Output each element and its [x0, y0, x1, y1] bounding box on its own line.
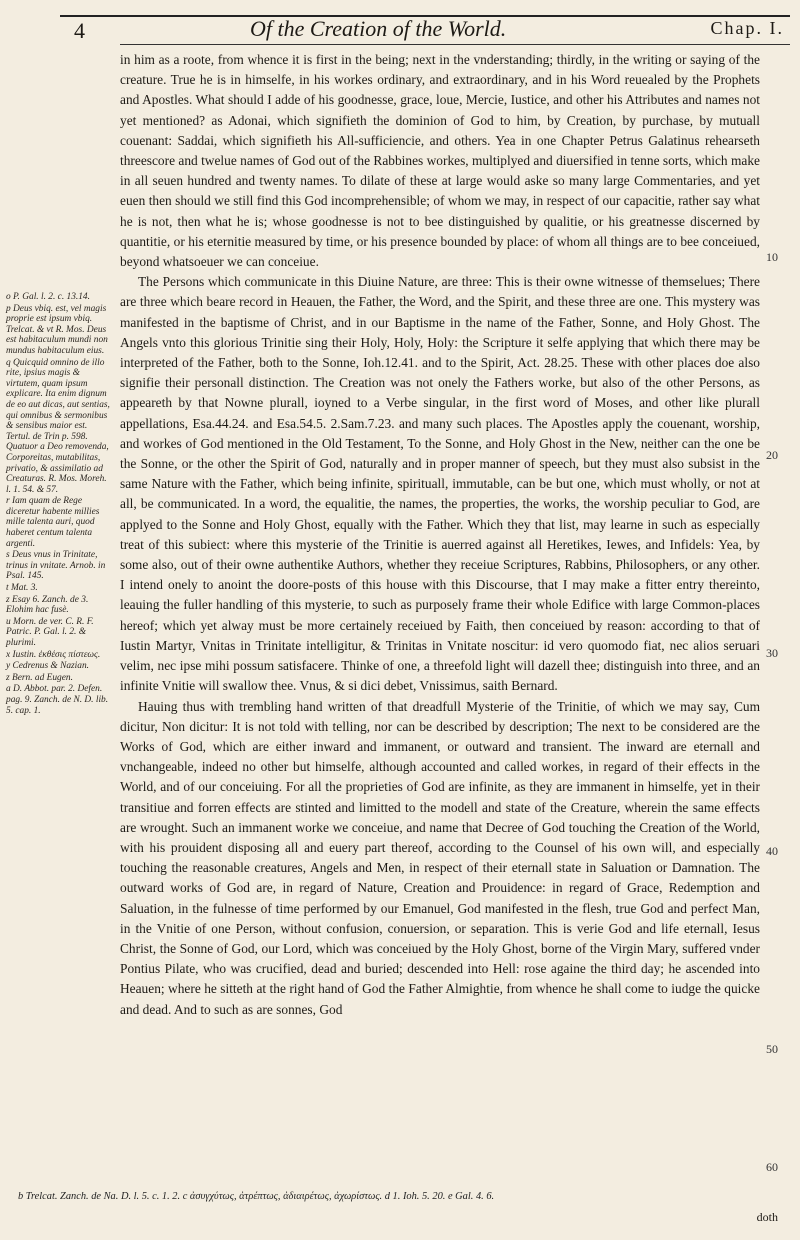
main-text — [120, 50, 760, 1020]
footnotes: b Trelcat. Zanch. de Na. D. l. 5. c. 1. 2. c ἀσυγχύτως, ἀτρέπτως, ἀδιαιρέτως, ἀχωρίστως. d 1. Ioh. 5. 20. e Gal. 4. 6. — [18, 1191, 495, 1202]
margin-note: z Esay 6. Zanch. de 3. Elohim hac fusè. — [6, 594, 89, 616]
margin-note: z Bern. ad Eugen. — [6, 672, 73, 683]
line-number: 20 — [766, 448, 778, 462]
chapter-label: Chap. I. — [710, 18, 784, 38]
running-title: Of the Creation of the World. — [250, 16, 507, 41]
line-number: 10 — [766, 250, 778, 264]
margin-note: y Cedrenus & Nazian. — [6, 661, 89, 672]
header-rule — [120, 44, 790, 45]
margin-note: x Iustin. ἐκθέσις πίστεως. — [6, 649, 101, 660]
margin-note: u Morn. de ver. C. R. F. Patric. P. Gal. l. 2. & plurimi. — [6, 616, 94, 648]
paragraph-1: in him as a roote, from whence it is first in the being; next in the vnderstanding; thirdly, in the writing or saying of the creature. True he is in himselfe, in his workes ordinary, and extraordinary, and in his Word reuealed by the Prophets and Apostles. What should I adde of his goodnesse, grace, loue, Mercie, Iustice, and other his Attributes and names not yet mentioned? as Adonai, which signifieth the dominion of God to him, by Creation, by purchase, by mutuall couenant: Saddai, which signifieth his All-sufficiencie, and others. Yea in one Chapter Petrus Galatinus rehearseth threescore and twelue names of God out of the Rabbines workes, multiplyed and diuersified in tenne sorts, which make in all seuen hundred and twenty names. To dilate of these at large would aske so many large Commentaries, and yet euen then should we still find this God incomprehensible; of whom we may, in respect of our capacitie, rather say what he is not, then what he is; whose goodnesse is not to bee distinguished by qualitie, or his greatnesse discerned by quantitie, or his eternitie measured by time, or his presence bounded by place: of whom all things are to bee conceiued, beyond whatsoeuer we can conceiue. — [120, 52, 760, 270]
page-number: 4 — [74, 18, 85, 43]
margin-note: s Deus vnus in Trinitate, trinus in vnitate. Arnob. in Psal. 145. — [6, 550, 106, 582]
line-number: 60 — [766, 1160, 778, 1174]
margin-note: r Iam quam de Rege diceretur habente millies mille talenta auri, quod haberet centum talenta argenti. — [6, 496, 100, 549]
margin-note: q Quicquid omnino de illo rite, ipsius magis & virtutem, quam ipsum explicare. Ita enim dignum de eo aut dicas, aut sentias, qui omnibus & sermonibus & sensibus maior est. Tertul. de Trin p. 598. Quatuor a Deo removenda, Corporeitas, mutabilitas, privatio, & assimilatio ad Creaturas. R. Mos. Moreh. l. 1. 54. & 57. — [6, 357, 110, 495]
page-header — [60, 14, 790, 44]
margin-note: o P. Gal. l. 2. c. 13.14. — [6, 292, 90, 302]
line-number: 30 — [766, 646, 778, 660]
line-number: 50 — [766, 1042, 778, 1056]
margin-notes — [6, 292, 110, 717]
line-number: 40 — [766, 844, 778, 858]
margin-note: p Deus vbiq. est, vel magis proprie est ipsum vbiq. Trelcat. & vt R. Mos. Deus est habitaculum mundi non mundus habitaculum eius. — [6, 303, 108, 356]
paragraph-3: Hauing thus with trembling hand written of that dreadfull Mysterie of the Trinitie, of which we may say, Cum dicitur, Non dicitur: It is not told with telling, nor can be described by description; The next to be considered are the Works of God, which are either inward and immanent, or outward and transient. The inward are eternall and vnchangeable, indeed no other but himselfe, although accounted and called workes, in regard of their effects in the World, and of our conceiuing. For all the proprieties of God are infinite, as they are immanent in himselfe, yet in their transitiue and forren effects are stinted and limitted to the modell and state of the Creature, wherein the same effects are wrought. Such an immanent worke we conceiue, and name that Decree of God touching the Creation of the World, with his prouident disposing all and euery part thereof, according to the Counsel of his own will, and especially touching the reasonable creatures, Angels and Men, in respect of their eternall state in Saluation or Damnation. The outward works of God are, in regard of Nature, Creation and Prouidence: in regard of Grace, Redemption and Saluation, in the fulnesse of time performed by our Emanuel, God manifested in the flesh, true God and perfect Man, in the Vnitie of one Person, without confusion, conuersion, or separation. This is verie God and life eternall, Iesus Christ, the Sonne of God, our Lord, which was conceiued by the Holy Ghost, borne of the Virgin Mary, suffered vnder Pontius Pilate, who was crucified, dead and buried; descended into Hell: rose againe the third day; he ascended into Heauen; where he sitteth at the right hand of God the Father Almightie, from whence he shall come to iudge the quicke and dead. And to such as are sonnes, God — [120, 698, 760, 1017]
paragraph-2: The Persons which communicate in this Diuine Nature, are three: This is their owne witnesse of themselues; There are three which beare record in Heauen, the Father, the Word, and the Spirit, and these three are one. This mystery was manifested in the baptisme of Christ, and in our Baptisme in the name of the Father, Sonne, and Holy Ghost. The Angels vnto this glorious Trinitie sing their Holy, Holy, Holy: the Scripture it selfe applying that which there may be interpreted of the Father, both to the Sonne, Ioh.12.41. and to the Spirit, Act. 28.25. These with other places doe also signifie their personall distinction. The Creation was not onely the Fathers worke, but also of the other Persons, as appeareth by that Nowne plurall, ioyned to a Verbe singular, in the first word of Moses, and other like plurall appellations, Esa.44.24. and Esa.54.5. 2.Sam.7.23. and many such places. The Apostles apply the couenant, worship, and workes of God mentioned in the Old Testament, To the Sonne, and Holy Ghost in the New, neither can the one be the Sonne, or the other the Spirit of God, naturally and in proper manner of speech, but they must also subsist in the same Nature with the Father, which being infinite, spirituall, immutable, can be but one, which must wholly, or not at all, be communicated. In a word, the equalitie, the names, the properties, the works, the worship peculiar to God, are applyed to the Sonne and Holy Ghost, equally with the Father. Which they that list, may learne in such as especially treat of this subiect: where this mysterie of the Trinitie is auerred against all Heretikes, Iewes, and Infidels: Yea, by some also, out of their owne authentike Authors, whether they receiue Scriptures, Rabbins, Philosophers, or any other. I intend onely to anoint the doore-posts of this house with this Discourse, that I may make a fitter entry thereinto, leauing the fuller handling of this mysterie, to such as purposely frame their whole Edifice with large Common-places hereof; which yet alway must be more certainely receiued by Faith, then conceiued by reason: according to that of Iustin Martyr, Vnitas in Trinitate intelligitur, & Trinitas in Vnitate noscitur: id vero quomodo fiat, nec alios seruari velim, nec ipse mihi possum satisfacere. Thinke of one, a threefold light will dazell thee; distinguish into three, and an infinite Vnitie will swallow thee. Vnus, & si dici debet, Vnissimus, saith Bernard. — [120, 274, 760, 694]
margin-note: t Mat. 3. — [6, 583, 38, 594]
catchword: doth — [756, 1210, 778, 1224]
margin-note: a D. Abbot. par. 2. Defen. pag. 9. Zanch. de N. D. lib. 5. cap. 1. — [6, 684, 109, 716]
